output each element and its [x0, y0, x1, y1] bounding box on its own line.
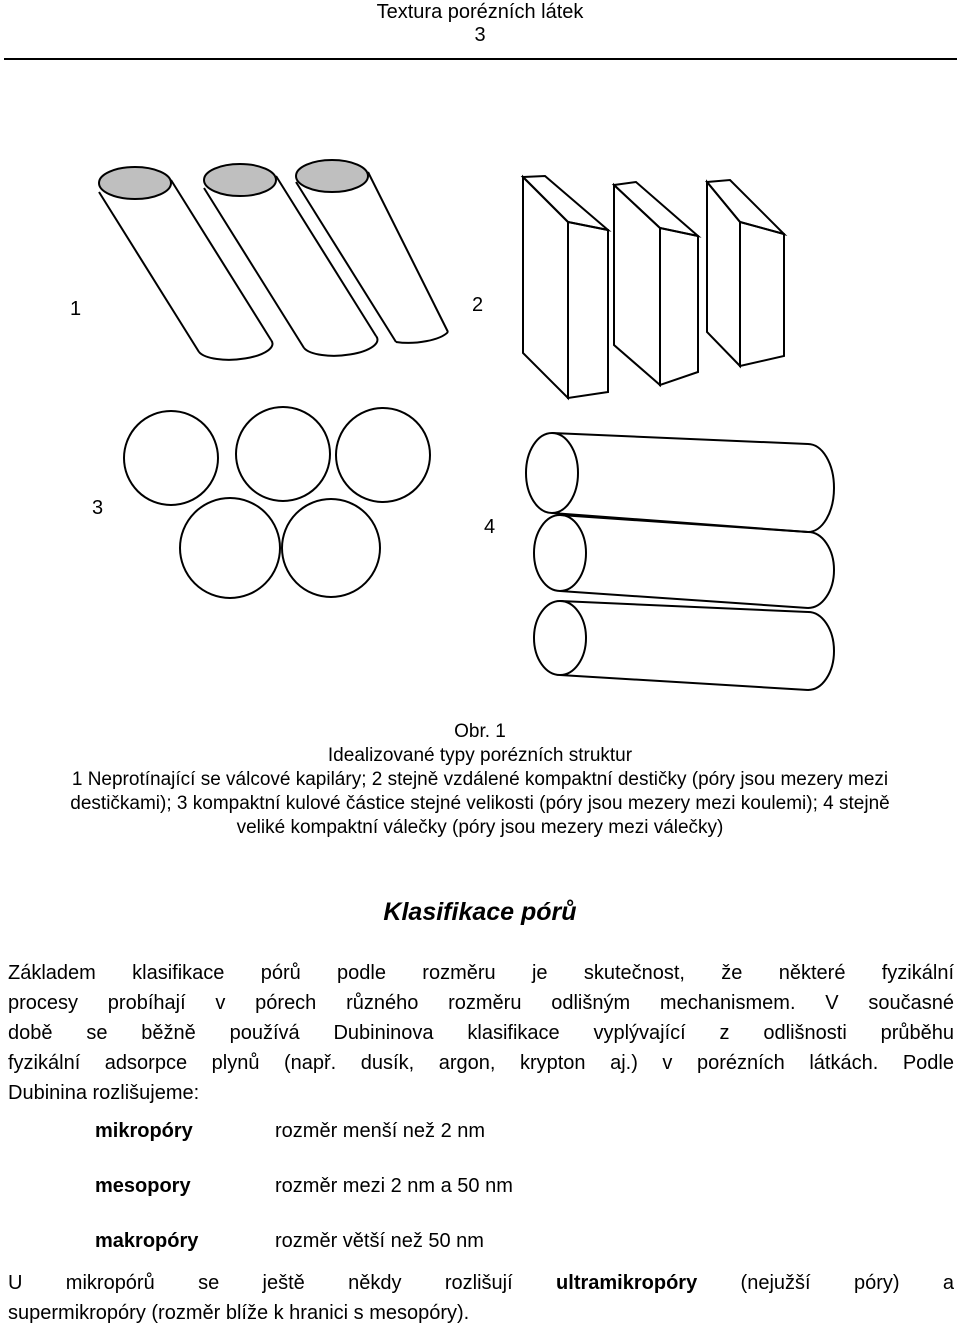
- paragraph-line: Dubinina rozlišujeme:: [8, 1082, 200, 1104]
- plate: [614, 182, 698, 385]
- paragraph-line: fyzikální adsorpce plynů (např. dusík, argon, krypton aj.) v porézních látkách. Podle: [8, 1052, 954, 1074]
- body-paragraph: [8, 958, 954, 1108]
- pore-class-name: mikropóry: [95, 1120, 193, 1142]
- figure-label-4: 4: [484, 516, 496, 538]
- sphere: [124, 411, 218, 505]
- horizontal-cylinder: [534, 601, 834, 690]
- cylinder-top: [204, 164, 276, 196]
- figure-label-1: 1: [70, 298, 82, 320]
- caption-line: 1 Neprotínající se válcové kapiláry; 2 stejně vzdálené kompaktní destičky (póry jsou mezery mezi: [71, 769, 889, 790]
- header-divider: [4, 58, 957, 60]
- figure-label-3: 3: [92, 497, 104, 519]
- pore-class-description: rozměr mezi 2 nm a 50 nm: [275, 1175, 513, 1197]
- text-segment: U mikropórů se ještě někdy rozlišují: [8, 1272, 557, 1294]
- page-number: 3: [474, 24, 486, 46]
- paragraph-line: [8, 1268, 954, 1298]
- caption-line: veliké kompaktní válečky (póry jsou mezery mezi válečky): [236, 817, 724, 838]
- plate: [523, 176, 608, 398]
- paragraph-line: supermikropóry (rozměr blíže k hranici s mesopóry).: [8, 1302, 470, 1324]
- sphere: [180, 498, 280, 598]
- sphere: [282, 499, 380, 597]
- compact-spheres: [124, 407, 430, 598]
- cylinder-top: [296, 160, 368, 192]
- pore-class-description: rozměr větší než 50 nm: [275, 1230, 484, 1252]
- figure-label-2: 2: [472, 294, 484, 316]
- compact-plates: [523, 176, 784, 398]
- compact-rollers: [526, 433, 834, 690]
- tilted-cylinder: [296, 160, 448, 343]
- pore-structures-figure: [0, 90, 960, 720]
- page-header: [0, 0, 960, 47]
- pore-class-name: mesopory: [95, 1175, 191, 1197]
- sphere: [236, 407, 330, 501]
- text-segment: (nejužší póry) a: [697, 1272, 954, 1294]
- pore-class-description: rozměr menší než 2 nm: [275, 1120, 486, 1142]
- final-paragraph: [8, 1268, 954, 1328]
- section-heading: Klasifikace pórů: [383, 898, 577, 926]
- ultramicropores-term: ultramikropóry: [556, 1272, 698, 1294]
- horizontal-cylinder: [534, 515, 834, 608]
- cylinder-capillaries: [99, 160, 448, 360]
- sphere: [336, 408, 430, 502]
- cylinder-top: [99, 167, 171, 199]
- caption-label: Obr. 1: [454, 721, 506, 742]
- paragraph-line: procesy probíhají v pórech různého rozměru odlišným mechanismem. V současné: [8, 992, 954, 1014]
- plate: [707, 180, 784, 366]
- pore-class-name: makropóry: [95, 1230, 199, 1252]
- paragraph-line: době se běžně používá Dubininova klasifikace vyplývající z odlišnosti průběhu: [8, 1022, 954, 1044]
- horizontal-cylinder: [526, 433, 834, 532]
- paragraph-line: Základem klasifikace pórů podle rozměru je skutečnost, že některé fyzikální: [8, 962, 954, 984]
- figure-caption: [0, 720, 960, 840]
- tilted-cylinder: [204, 164, 377, 356]
- caption-title: Idealizované typy porézních struktur: [327, 745, 633, 766]
- header-title: Textura porézních látek: [376, 1, 584, 23]
- caption-line: destičkami); 3 kompaktní kulové částice stejné velikosti (póry jsou mezery mezi koulemi); 4 stejně: [70, 793, 890, 814]
